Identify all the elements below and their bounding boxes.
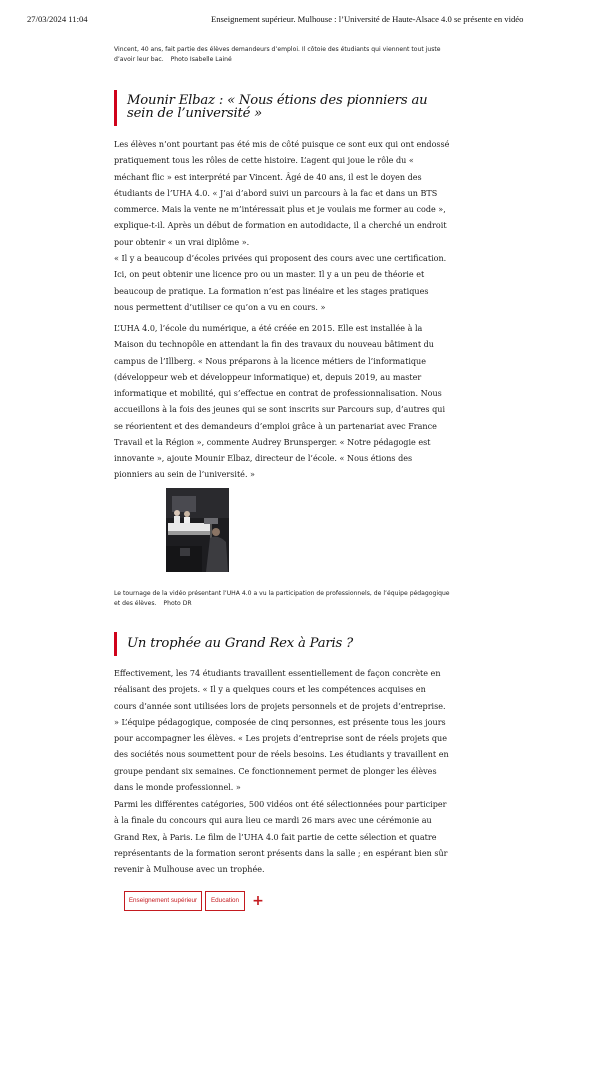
print-header	[27, 14, 587, 28]
print-date: 27/03/2024 11:04	[27, 14, 88, 24]
photo-caption-2	[114, 589, 454, 609]
tag-education[interactable]: Education	[205, 891, 245, 911]
article-paragraph: « Il y a beaucoup d’écoles privées qui proposent des cours avec une certification. Ici, on peut obtenir une licence pro ou un master. Il y a un peu de théorie et beaucoup de pratique. La formation n’est pas linéaire et les stages pratiques nous permettent d’utiliser ce qu’on a vu en cours. »	[114, 254, 447, 312]
article-paragraph: Effectivement, les 74 étudiants travaillent essentiellement de façon concrète en réalisant des projets. « Il y a quelques cours et les compétences acquises en cours d’année sont utilisées lors de projets personnels et de projets d’entreprise. » L’équipe pédagogique, composée de cinq personnes, est présente tous les jours pour accompagner les élèves. « Les projets d’entreprise sont de réels projets que des sociétés nous soumettent pour de réels besoins. Les étudiants y travaillent en groupe pendant six semaines. Ce fonctionnement permet de plonger les élèves dans le monde professionnel. »	[114, 669, 449, 792]
tag-enseignement-superieur[interactable]: Enseignement supérieur	[124, 891, 202, 911]
article-paragraph: Parmi les différentes catégories, 500 vidéos ont été sélectionnées pour participer à la finale du concours qui aura lieu ce mardi 26 mars avec une cérémonie au Grand Rex, à Paris. Le film de l’UHA 4.0 fait partie de cette sélection et quatre représentants de la formation seront présents dans la salle ; en espérant bien sûr revenir à Mulhouse avec un trophée.	[114, 800, 448, 874]
more-tags-plus-icon[interactable]: +	[252, 893, 264, 909]
caption-text: Vincent, 40 ans, fait partie des élèves demandeurs d’emploi. Il côtoie des étudiants qui viennent tout juste d’avoir leur bac.	[114, 46, 441, 63]
caption-credit: Photo DR	[163, 600, 192, 607]
article-paragraph: L’UHA 4.0, l’école du numérique, a été créée en 2015. Elle est installée à la Maison du technopôle en attendant la fin des travaux du nouveau bâtiment du campus de l’Illberg. « Nous préparons à la licence métiers de l’informatique (développeur web et développeur informatique) et, depuis 2019, au master informatique et mobilité, qui s’effectue en contrat de professionnalisation. Nous accueillons à la fois des jeunes qui se sont inscrits sur Parcours sup, d’autres qui se réorientent et des demandeurs d’emploi grâce à un partenariat avec France Travail et la Région », commente Audrey Brunsperger. « Notre pédagogie est innovante », ajoute Mounir Elbaz, directeur de l’école. « Nous étions des pionniers au sein de l’université. »	[114, 324, 446, 480]
caption-text: Le tournage de la vidéo présentant l’UHA 4.0 a vu la participation de professionnels, de l’équipe pédagogique et des élèves.	[114, 590, 450, 607]
photo-caption-1	[114, 45, 454, 65]
article-paragraph: Les élèves n’ont pourtant pas été mis de côté puisque ce sont eux qui ont endossé pratiquement tous les rôles de cette histoire. L’agent qui joue le rôle du « méchant flic » est interprété par Vincent. Âgé de 40 ans, il est le doyen des étudiants de l’UHA 4.0. « J’ai d’abord suivi un parcours à la fac et dans un BTS commerce. Mais la vente ne m’intéressait plus et je voulais me former au code », explique-t-il. Après un début de formation en autodidacte, il a cherché un endroit pour obtenir « un vrai diplôme ».	[114, 140, 450, 247]
section-heading-2	[114, 632, 454, 656]
print-title: Enseignement supérieur. Mulhouse : l’Université de Haute-Alsace 4.0 se présente en vidéo	[211, 14, 524, 24]
section-heading-1	[114, 90, 454, 126]
article-photo	[166, 488, 229, 572]
video-shoot-photo	[166, 488, 229, 572]
section-title: Mounir Elbaz : « Nous étions des pionniers au sein de l’université »	[127, 93, 428, 121]
caption-credit: Photo Isabelle Lainé	[170, 56, 232, 63]
section-title: Un trophée au Grand Rex à Paris ?	[127, 636, 353, 651]
